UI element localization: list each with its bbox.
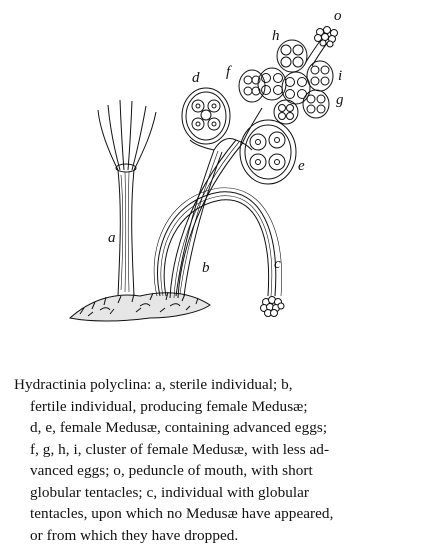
caption-line: Hydractinia polyclina: a, sterile individual; b, [14, 376, 293, 393]
globular-tentacles-c [261, 297, 285, 317]
caption-line: vanced eggs; o, peduncle of mouth, with short [30, 462, 313, 479]
label-i: i [338, 68, 343, 84]
caption-line: fertile individual, producing female Medusæ; [30, 397, 308, 415]
caption-line: d, e, female Medusæ, containing advanced eggs; [30, 419, 328, 436]
label-e: e [298, 158, 305, 174]
caption-line: tentacles, upon which no Medusæ have appeared, [30, 505, 334, 522]
medusa-h [277, 40, 307, 72]
label-g: g [336, 92, 344, 108]
peduncle-o [306, 27, 338, 67]
medusa-cluster-fghi [239, 27, 338, 145]
medusa-i [307, 61, 333, 91]
ground-base [70, 292, 210, 321]
caption-line: or from which they have dropped. [30, 526, 239, 544]
medusa-e [236, 120, 296, 184]
caption-line: f, g, h, i, cluster of female Medusæ, with less ad- [30, 440, 330, 458]
sterile-polyp-a [98, 100, 156, 296]
label-f: f [226, 64, 231, 80]
label-d: d [192, 70, 200, 86]
label-o: o [334, 8, 342, 24]
label-a: a [108, 230, 116, 246]
medusa-cluster-mid [258, 68, 310, 104]
caption-line: globular tentacles; c, individual with globular [30, 483, 310, 501]
figure-caption [14, 374, 424, 546]
label-c: c [274, 256, 281, 272]
figure-labels [108, 8, 344, 276]
label-b: b [202, 260, 210, 276]
label-h: h [272, 28, 280, 44]
